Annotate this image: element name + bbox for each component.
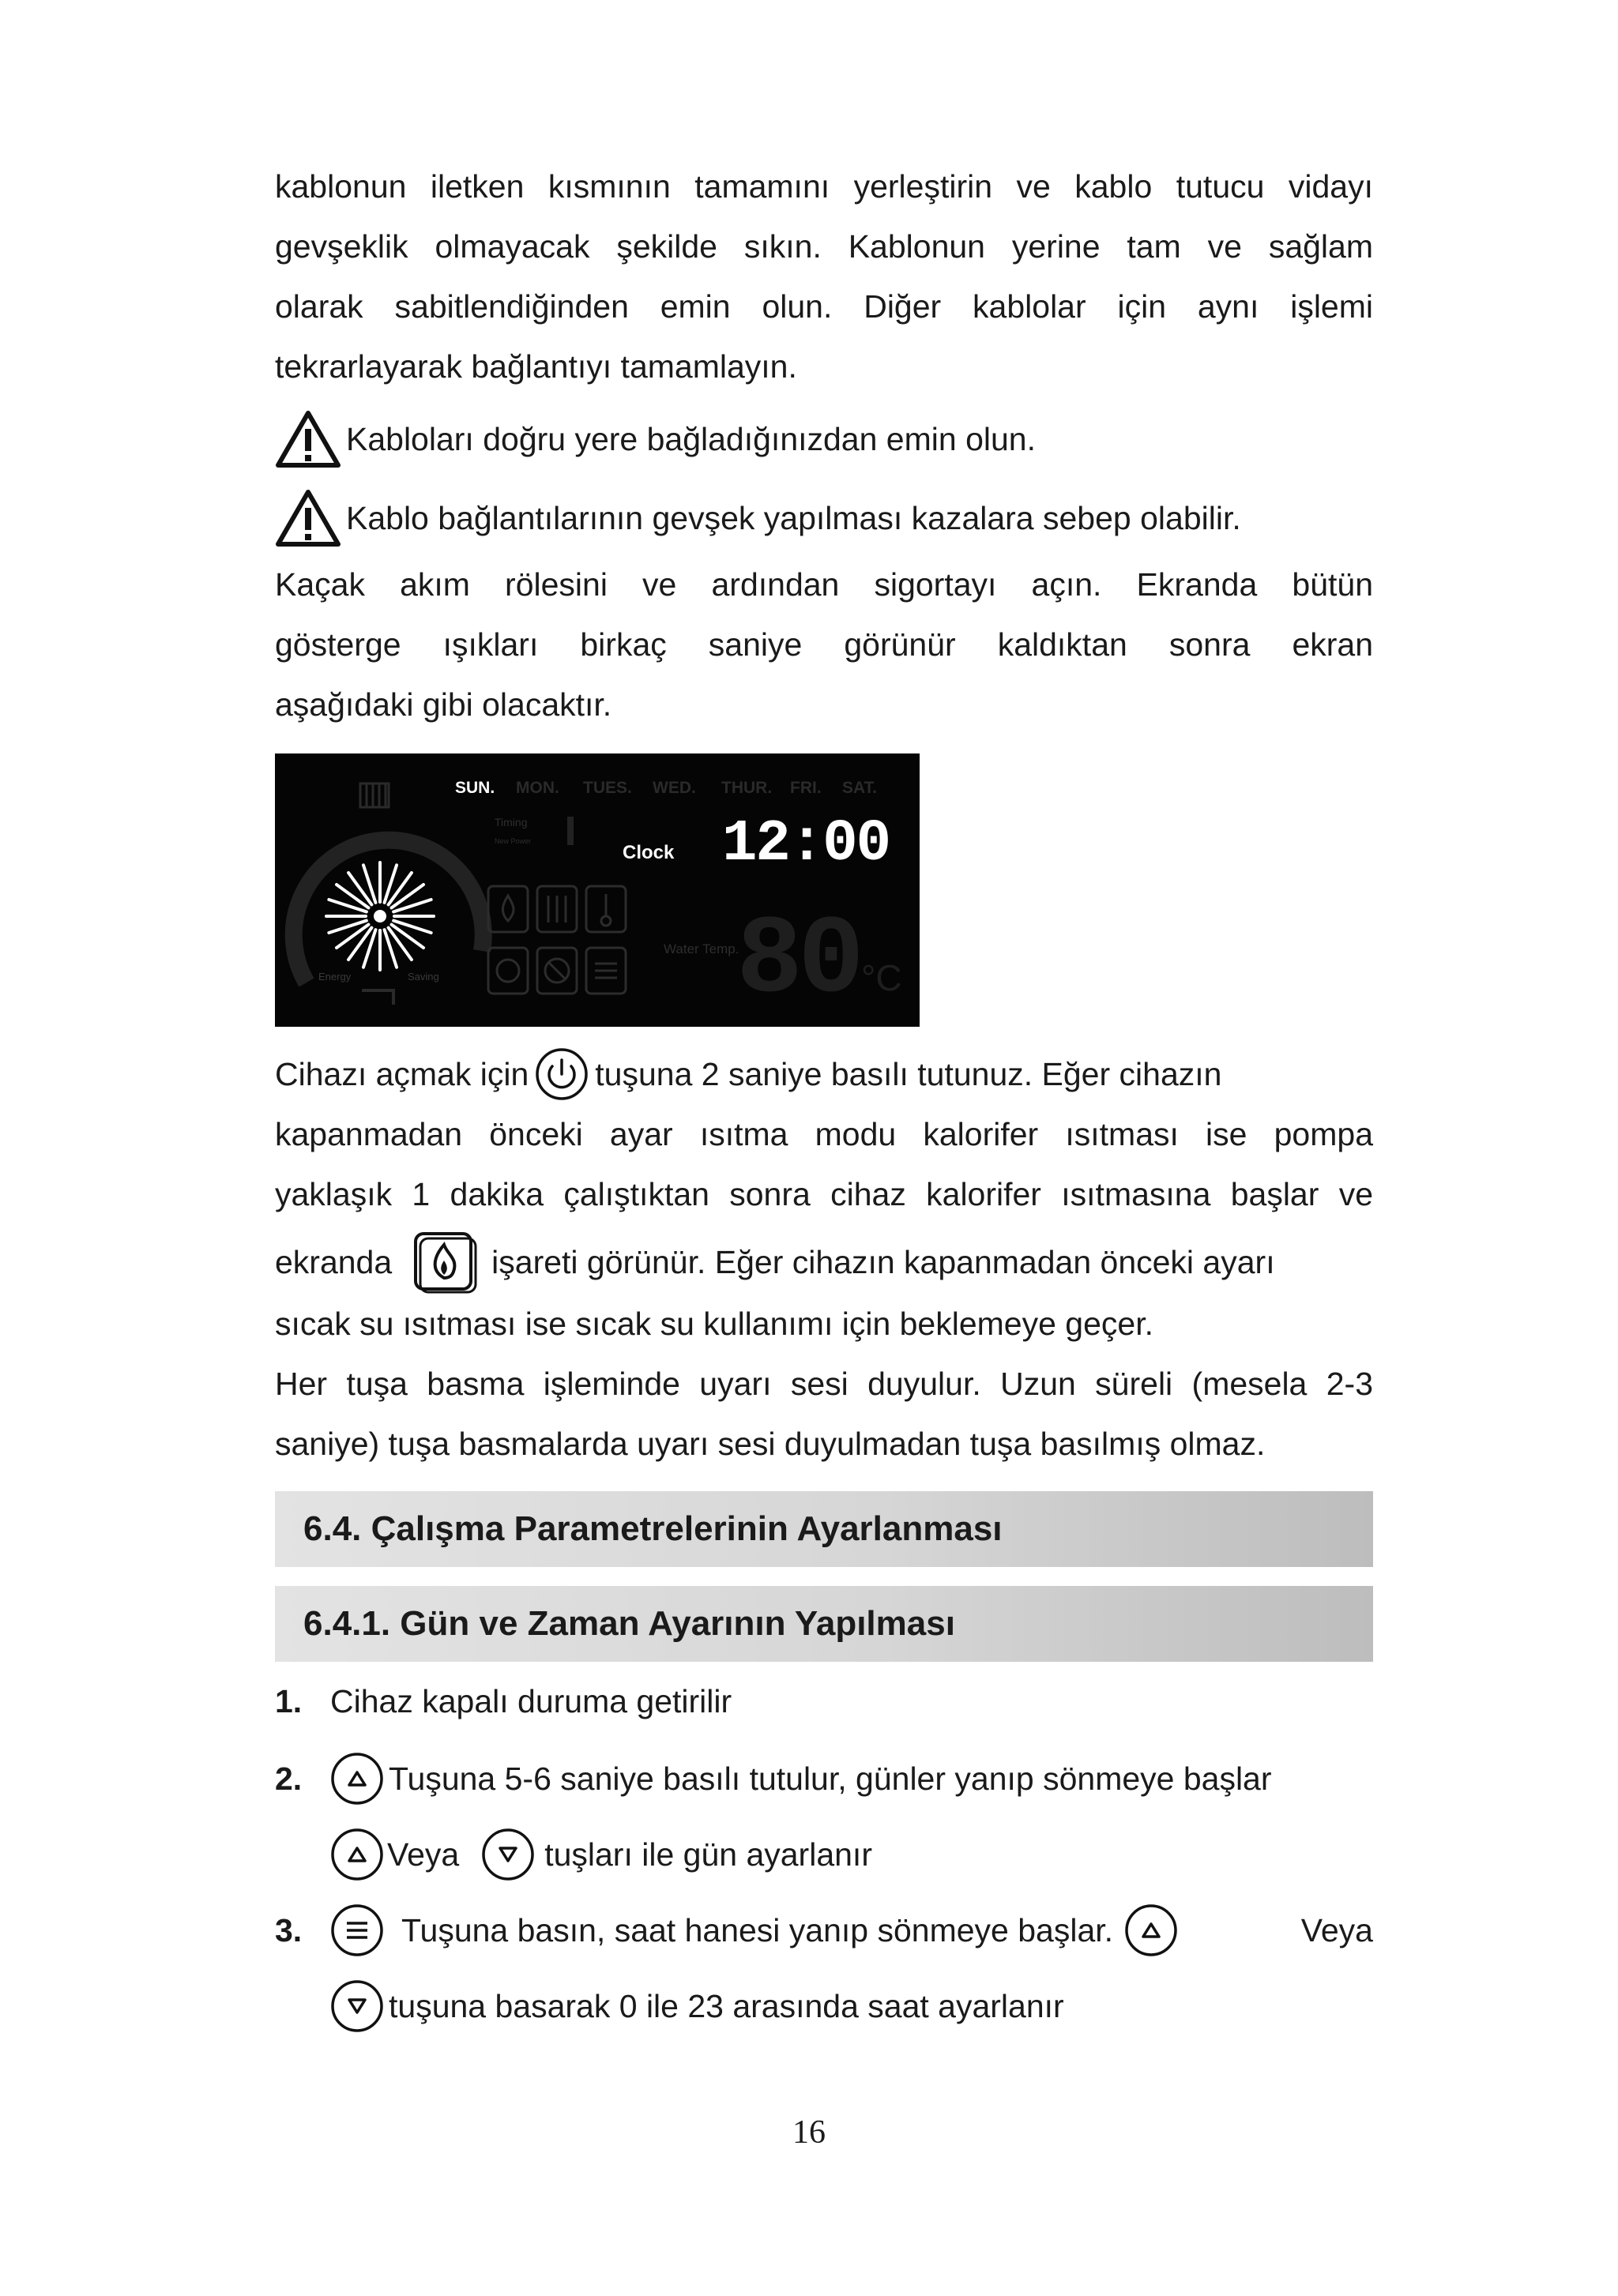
time-readout: 12:00	[722, 811, 890, 877]
step-3-detail	[275, 1968, 1373, 2044]
step-text: Tuşuna 5-6 saniye basılı tutulur, günler yanıp sönmeye başlar	[389, 1760, 1272, 1797]
step-number: 2.	[275, 1760, 303, 1797]
intro-line: olarak sabitlendiğinden emin olun. Diğer kablolar için aynı işlemi	[275, 288, 1373, 325]
intro-line: gevşeklik olmayacak şekilde sıkın. Kablonun yerine tam ve sağlam	[275, 228, 1373, 265]
page-number: 16	[792, 2114, 826, 2151]
para2-text: tuşuna 2 saniye basılı tutunuz. Eğer cihazın	[595, 1056, 1222, 1092]
content	[275, 156, 1373, 2044]
display-graphic	[275, 753, 920, 1027]
warning-text: Kabloları doğru yere bağladığınızdan emin olun.	[346, 420, 1036, 457]
veya-text: Veya	[1300, 1911, 1373, 1948]
power-on-line: gösterge ışıkları birkaç saniye görünür kaldıktan sonra ekran	[275, 626, 1373, 663]
step-2-detail	[275, 1817, 1373, 1892]
step-text: Cihaz kapalı duruma getirilir	[330, 1682, 732, 1719]
power-on-line: aşağıdaki gibi olacaktır.	[275, 686, 612, 723]
para2-text: ekranda	[275, 1244, 393, 1280]
up-button-icon	[330, 1752, 384, 1806]
temp-unit: °C	[861, 957, 902, 998]
menu-button-icon	[330, 1903, 384, 1957]
warning-2	[275, 482, 1373, 554]
fan-mode-icon	[488, 948, 528, 994]
radiator-icon	[360, 783, 389, 807]
left-label: Energy	[318, 971, 352, 983]
water-temp-label: Water Temp.	[664, 941, 739, 956]
intro-line: kablonun iletken kısmının tamamını yerleştirin ve kablo tutucu vidayı	[275, 168, 1373, 205]
para2-line: yaklaşık 1 dakika çalıştıktan sonra cihaz kalorifer ısıtmasına başlar ve	[275, 1176, 1373, 1212]
day-thur: THUR.	[721, 779, 773, 797]
day-sat: SAT.	[842, 779, 877, 797]
step-3	[275, 1892, 1373, 1968]
clock-label: Clock	[623, 842, 675, 863]
down-button-icon	[481, 1828, 535, 1881]
para2-text: işareti görünür. Eğer cihazın kapanmadan önceki ayarı	[491, 1244, 1275, 1280]
warning-1	[275, 403, 1373, 475]
step-number: 3.	[275, 1911, 303, 1948]
step-2	[275, 1741, 1373, 1817]
warning-triangle-icon	[275, 410, 341, 468]
subsection-heading: 6.4.1. Gün ve Zaman Ayarının Yapılması	[275, 1586, 1373, 1662]
para2-line: sıcak su ısıtması ise sıcak su kullanımı için beklemeye geçer.	[275, 1306, 1153, 1342]
day-mon: MON.	[516, 779, 559, 797]
warning-text: Kablo bağlantılarının gevşek yapılması kazalara sebep olabilir.	[346, 499, 1241, 536]
gauge-arc-icon	[294, 840, 484, 983]
intro-line: tekrarlayarak bağlantıyı tamamlayın.	[275, 348, 797, 385]
step-number: 1.	[275, 1682, 303, 1719]
warning-triangle-icon	[275, 489, 341, 547]
para2-line4	[275, 1231, 1373, 1294]
temp-readout: 80	[736, 899, 860, 1024]
step-1	[275, 1662, 1373, 1741]
para2-line: saniye) tuşa basmalarda uyarı sesi duyulmadan tuşa basılmış olmaz.	[275, 1426, 1266, 1462]
faucet-icon	[362, 990, 393, 1005]
timing-label: Timing	[495, 816, 528, 829]
day-sun: SUN.	[455, 779, 495, 797]
power-button-icon	[533, 1046, 590, 1103]
day-wed: WED.	[653, 779, 696, 797]
step-text: tuşları ile gün ayarlanır	[544, 1836, 872, 1873]
right-label: Saving	[408, 971, 439, 983]
step-text: tuşuna basarak 0 ile 23 arasında saat ayarlanır	[389, 1987, 1064, 2024]
step-text: Tuşuna basın, saat hanesi yanıp sönmeye başlar.	[401, 1911, 1114, 1948]
day-fri: FRI.	[790, 779, 822, 797]
flame-icon	[412, 1231, 479, 1294]
veya-text: Veya	[387, 1836, 460, 1873]
para2-line: Her tuşa basma işleminde uyarı sesi duyulur. Uzun süreli (mesela 2-3	[275, 1366, 1373, 1402]
new-power-label: New Power	[495, 837, 532, 845]
para2-text: Cihazı açmak için	[275, 1056, 529, 1092]
up-button-icon	[330, 1828, 384, 1881]
up-button-icon	[1124, 1903, 1178, 1957]
para2-line1	[275, 1044, 1373, 1104]
flame-mode-icon	[488, 886, 528, 932]
para2-line: kapanmadan önceki ayar ısıtma modu kalorifer ısıtması ise pompa	[275, 1116, 1373, 1152]
section-heading: 6.4. Çalışma Parametrelerinin Ayarlanması	[275, 1491, 1373, 1567]
control-panel-display	[275, 753, 920, 1027]
down-button-icon	[330, 1979, 384, 2033]
power-on-line: Kaçak akım rölesini ve ardından sigortayı açın. Ekranda bütün	[275, 566, 1373, 603]
day-tues: TUES.	[583, 779, 632, 797]
